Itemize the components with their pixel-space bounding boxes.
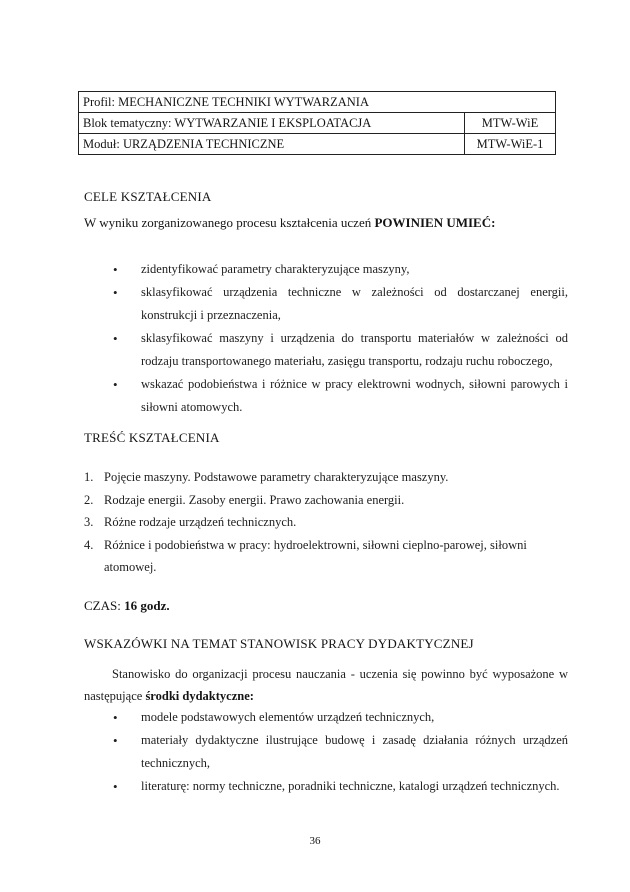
item-text: Pojęcie maszyny. Podstawowe parametry charakteryzujące maszyny.: [104, 470, 449, 484]
cele-intro: [84, 215, 495, 231]
blok-code: MTW-WiE: [465, 113, 556, 134]
wskazowki-list: [113, 706, 568, 798]
item-text: Różne rodzaje urządzeń technicznych.: [104, 515, 297, 529]
list-item: [84, 489, 554, 512]
profil-label: Profil:: [83, 94, 119, 109]
profil-row: [79, 92, 556, 113]
cele-heading: CELE KSZTAŁCENIA: [84, 189, 212, 204]
list-item: [84, 534, 554, 579]
item-text: Rodzaje energii. Zasoby energii. Prawo zachowania energii.: [104, 492, 405, 507]
blok-row: [79, 113, 556, 134]
item-number: 3.: [84, 515, 94, 529]
wskazowki-para-text: Stanowisko do organizacji procesu nauczania - uczenia się powinno być wyposażone w następujące: [84, 667, 568, 703]
list-item: • wskazać podobieństwa i różnice w pracy elektrowni wodnych, siłowni parowych i siłowni atomowych.: [113, 373, 568, 419]
item-number: 4.: [84, 537, 94, 552]
list-item: • sklasyfikować maszyny i urządzenia do transportu materiałów w zależności od rodzaju transportowanego materiału, zasięgu transportu, rodzaju ruchu roboczego,: [113, 327, 568, 373]
cele-intro-text: W wyniku zorganizowanego procesu kształcenia uczeń: [84, 215, 375, 230]
modul-code: MTW-WiE-1: [465, 134, 556, 155]
page-number: 36: [309, 835, 321, 847]
wskazowki-para-emph: środki dydaktyczne:: [145, 689, 254, 703]
czas-line: [84, 598, 170, 614]
item-number: 1.: [84, 470, 94, 484]
blok-label: Blok tematyczny:: [83, 115, 175, 130]
cele-intro-emph: POWINIEN UMIEĆ:: [374, 215, 496, 230]
item-text: Różnice i podobieństwa w pracy: hydroelektrowni, siłowni cieplno-parowej, siłowni atomowej.: [104, 537, 527, 574]
tresc-list: [84, 466, 554, 579]
profil-cell: [79, 92, 556, 113]
czas-value: 16 godz.: [124, 598, 170, 613]
cele-list: [113, 258, 568, 419]
modul-value: URZĄDZENIA TECHNICZNE: [122, 136, 285, 151]
modul-row: [79, 134, 556, 155]
list-item: [84, 511, 554, 534]
wskazowki-paragraph: [84, 663, 568, 707]
modul-cell: [79, 134, 465, 155]
blok-value: WYTWARZANIE I EKSPLOATACJA: [174, 115, 372, 130]
list-item: • zidentyfikować parametry charakteryzujące maszyny,: [113, 258, 568, 281]
tresc-heading: TREŚĆ KSZTAŁCENIA: [84, 430, 220, 445]
item-number: 2.: [84, 492, 94, 507]
list-item: • sklasyfikować urządzenia techniczne w zależności od dostarczanej energii, konstrukcji i przeznaczenia,: [113, 281, 568, 327]
modul-label: Moduł:: [83, 136, 123, 151]
list-item: • literaturę: normy techniczne, poradniki techniczne, katalogi urządzeń technicznych.: [113, 775, 568, 798]
list-item: • modele podstawowych elementów urządzeń technicznych,: [113, 706, 568, 729]
blok-cell: [79, 113, 465, 134]
czas-label: CZAS:: [84, 598, 125, 613]
list-item: [84, 466, 554, 489]
list-item: • materiały dydaktyczne ilustrujące budowę i zasadę działania różnych urządzeń technicznych,: [113, 729, 568, 775]
module-header-table: [78, 91, 556, 155]
wskazowki-heading: WSKAZÓWKI NA TEMAT STANOWISK PRACY DYDAKTYCZNEJ: [84, 636, 474, 651]
profil-value: MECHANICZNE TECHNIKI WYTWARZANIA: [118, 94, 369, 109]
